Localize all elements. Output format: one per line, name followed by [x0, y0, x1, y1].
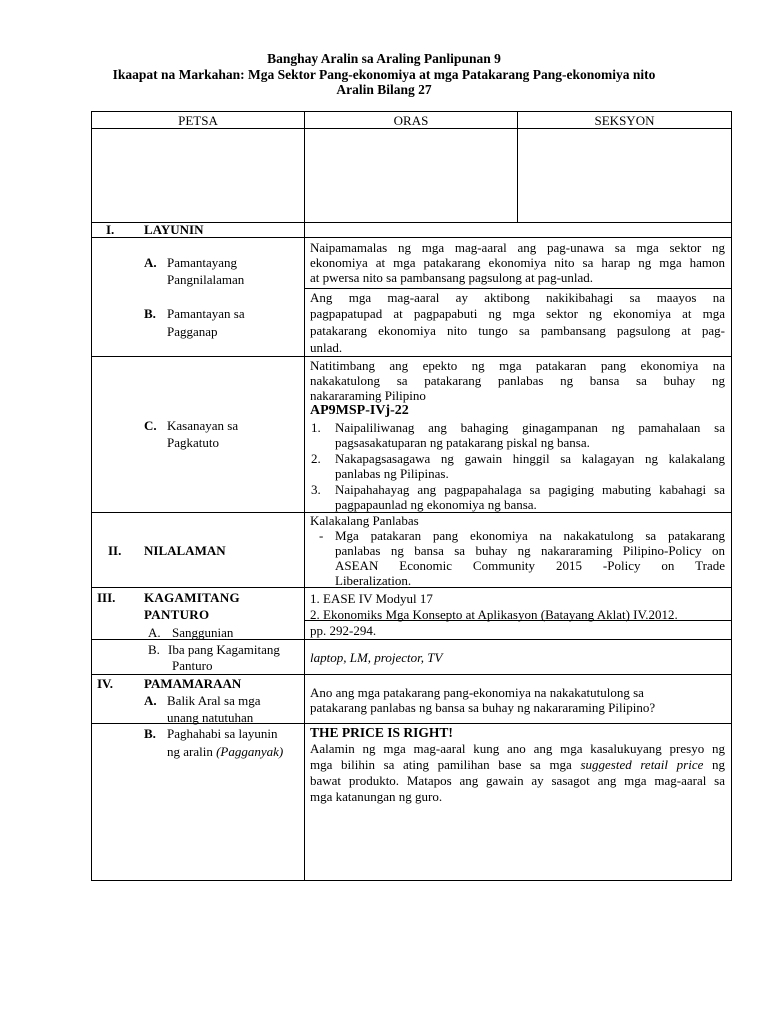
- nilalaman-dash: -: [319, 528, 324, 543]
- nilalaman-line3: ASEAN Economic Community 2015 -Policy on Trade: [335, 558, 725, 573]
- table-left-border: [91, 111, 92, 881]
- nilalaman-number: II.: [108, 543, 122, 558]
- balik-aral-line2: patakarang panlabas ng bansa sa buhay ng nakararaming Pilipino?: [310, 700, 656, 715]
- c-intro-line3: nakararaming Pilipino: [310, 388, 426, 403]
- b-text-line1: Ang mga mag-aaral ay aktibong nakikibahagi sa maayos na: [310, 290, 725, 305]
- c-item3-line2: pagpapaunlad ng ekonomiya ng bansa.: [335, 497, 537, 512]
- kagamitan-number: III.: [97, 590, 116, 605]
- activity-heading: THE PRICE IS RIGHT!: [310, 725, 453, 740]
- column-divider: [304, 111, 305, 881]
- a-label-line1: Pamantayang: [167, 255, 238, 270]
- c-item1-line1: Naipaliliwanag ang bahaging ginagampanan ng pamahalaan sa: [335, 420, 725, 435]
- layunin-number: I.: [106, 222, 115, 237]
- a-row-divider: [304, 288, 732, 289]
- lesson-number: Aralin Bilang 27: [336, 82, 432, 97]
- table-right-border: [731, 111, 732, 881]
- c-item3-line1: Naipahahayag ang pagpapahalaga sa pagiging mabuting kabahagi sa: [335, 482, 725, 497]
- c-item1-line2: pagsasakatuparan ng patakarang piskal ng bansa.: [335, 435, 590, 450]
- paghahabi-label-line2: ng aralin (Pagganyak): [167, 744, 284, 759]
- c-label-line1: Kasanayan sa: [167, 418, 239, 433]
- sanggunian-line2: 2. Ekonomiks Mga Konsepto at Aplikasyon (Batayang Aklat) IV.2012.: [310, 607, 678, 622]
- c-intro-line2: nakakatulong sa patakarang panlabas ng bansa sa buhay ng: [310, 373, 725, 388]
- a-text-line3: at pwersa nito sa pambansang pagsulong at pag-unlad.: [310, 270, 594, 285]
- a-label-line2: Pangnilalaman: [167, 272, 245, 287]
- c-item1-number: 1.: [311, 420, 321, 435]
- paghahabi-letter: B.: [144, 726, 156, 741]
- c-item2-line2: panlabas ng Pilipinas.: [335, 466, 449, 481]
- b-row-divider: [91, 356, 732, 357]
- sanggunian-letter: A.: [148, 625, 161, 640]
- balik-aral-label-line1: Balik Aral sa mga: [167, 693, 261, 708]
- iba-letter: B.: [148, 642, 160, 657]
- kagamitan-label-line2: PANTURO: [144, 607, 210, 622]
- iba-text: laptop, LM, projector, TV: [310, 650, 443, 665]
- nilalaman-label: NILALAMAN: [144, 543, 226, 558]
- nilalaman-line4: Liberalization.: [335, 573, 412, 588]
- c-item3-number: 3.: [311, 482, 321, 497]
- petsa-header: PETSA: [178, 113, 218, 128]
- c-item2-number: 2.: [311, 451, 321, 466]
- b-label-line2: Pagganap: [167, 324, 218, 339]
- nilalaman-line1: Mga patakaran pang ekonomiya na nakakatulong sa patakarang: [335, 528, 725, 543]
- nilalaman-row-divider: [91, 587, 732, 588]
- c-letter: C.: [144, 418, 157, 433]
- header-row-divider: [91, 128, 732, 129]
- iba-label-line2: Panturo: [172, 658, 213, 673]
- activity-line4: mga katanungan ng guro.: [310, 789, 443, 804]
- iba-label-line1: Iba pang Kagamitang: [168, 642, 280, 657]
- layunin-label: LAYUNIN: [144, 222, 204, 237]
- sanggunian-line3: pp. 292-294.: [310, 623, 377, 638]
- table-bottom-border: [91, 880, 732, 881]
- sanggunian-label: Sanggunian: [172, 625, 234, 640]
- table-top-border: [91, 111, 732, 112]
- iba-row-divider: [91, 674, 732, 675]
- b-text-line2: pagpapatupad at pagpapabuti ng mga sektor ng ekonomiya at mga: [310, 306, 725, 321]
- activity-line3: bawat produkto. Matapos ang gawain ay sasagot ang mga mag-aaral sa: [310, 773, 725, 788]
- kagamitan-label-line1: KAGAMITANG: [144, 590, 240, 605]
- c-label-line2: Pagkatuto: [167, 435, 219, 450]
- activity-line1: Aalamin ng mga mag-aaral kung ano ang mga kasalukuyang presyo ng: [310, 741, 725, 756]
- document-subtitle: Ikaapat na Markahan: Mga Sektor Pang-ekonomiya at mga Patakarang Pang-ekonomiya nito: [112, 67, 656, 82]
- balik-aral-letter: A.: [144, 693, 157, 708]
- paghahabi-label-line1: Paghahabi sa layunin: [167, 726, 278, 741]
- a-text-line1: Naipamamalas ng mga mag-aaral ang pag-unawa sa mga sektor ng: [310, 240, 725, 255]
- a-text-line2: ekonomiya at mga patakarang ekonomiya nito sa harap ng mga hamon: [310, 255, 725, 270]
- seksyon-header: SEKSYON: [594, 113, 655, 128]
- balik-aral-label-line2: unang natutuhan: [167, 710, 254, 725]
- b-label-line1: Pamantayan sa: [167, 306, 245, 321]
- a-letter: A.: [144, 255, 157, 270]
- balik-aral-line1: Ano ang mga patakarang pang-ekonomiya na nakakatutulong sa: [310, 685, 644, 700]
- oras-header: ORAS: [393, 113, 429, 128]
- b-letter: B.: [144, 306, 156, 321]
- nilalaman-line2: panlabas ng bansa sa buhay ng nakararaming Pilipino-Policy on: [335, 543, 725, 558]
- pamamaraan-label: PAMAMARAAN: [144, 676, 242, 691]
- b-text-line4: unlad.: [310, 340, 343, 355]
- competency-code: AP9MSP-IVj-22: [310, 403, 409, 418]
- activity-line2: mga bilihin sa ating pamilihan base sa mga suggested retail price ng: [310, 757, 725, 772]
- sanggunian-line1: 1. EASE IV Modyul 17: [310, 591, 433, 606]
- b-text-line3: patakarang ekonomiya nito tungo sa pambansang pagsulong at pag-: [310, 323, 725, 338]
- c-item2-line1: Nakapagsasagawa ng gawain hinggil sa kalagayan ng kalakalang: [335, 451, 725, 466]
- document-title: Banghay Aralin sa Araling Panlipunan 9: [267, 51, 501, 66]
- layunin-row-divider: [91, 237, 732, 238]
- c-intro-line1: Natitimbang ang epekto ng mga patakaran pang ekonomiya na: [310, 358, 725, 373]
- pamamaraan-number: IV.: [97, 676, 114, 691]
- nilalaman-title: Kalakalang Panlabas: [310, 513, 419, 528]
